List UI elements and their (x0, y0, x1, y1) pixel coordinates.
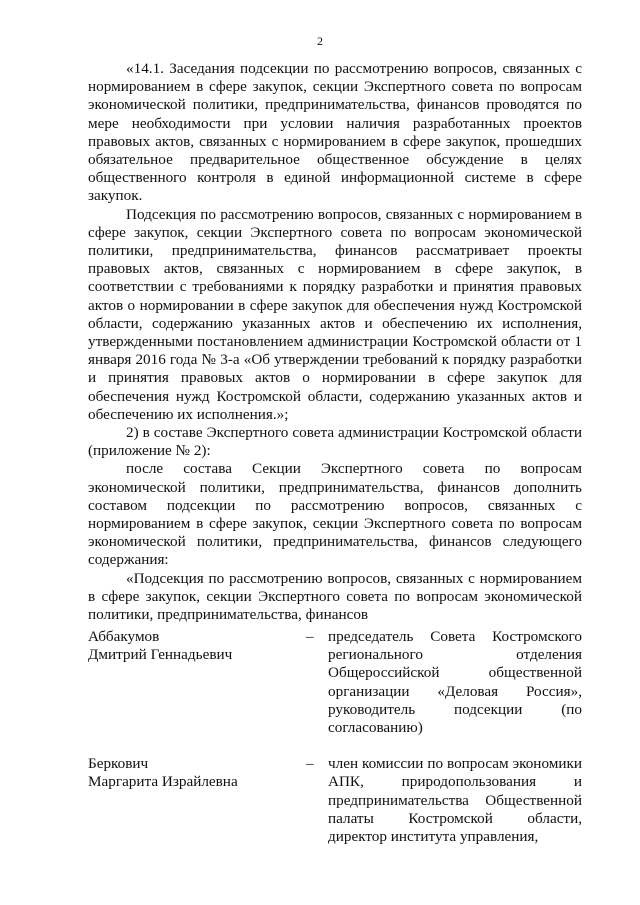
member-entry (88, 628, 582, 737)
member-given-names: Маргарита Израйлевна (88, 773, 238, 791)
member-name (88, 628, 306, 737)
page-number: 2 (317, 34, 323, 48)
paragraph-meeting-procedure: «14.1. Заседания подсекции по рассмотрению вопросов, связанных с нормированием в сфере закупок, секции Экспертного совета по вопросам экономической политики, предпринимательства, финансов проводятся по мере необходимости при условии наличия разработанных проектов правовых актов, связанных с нормированием в сфере закупок, прошедших обязательное предварительное общественное обсуждение в целях общественного контроля в единой информационной системе в сфере закупок. (88, 60, 582, 205)
member-role: член комиссии по вопросам экономики АПК, природопользования и предпринимательства Общественной палаты Костромской области, директор института управления, (328, 755, 582, 846)
member-dash: – (306, 755, 314, 773)
paragraph-subsection-scope: Подсекция по рассмотрению вопросов, связанных с нормированием в сфере закупок, секции Экспертного совета по вопросам экономической политики, предпринимательства, финансов рассматривает проекты правовых актов, связанных с нормированием в сфере закупок, в соответствии с требованиями к порядку разработки и принятия правовых актов о нормировании в сфере закупок для обеспечения нужд Костромской области, содержанию указанных актов и обеспечению их исполнения, утвержденными постановлением администрации Костромской области от 1 января 2016 года № 3-а «Об утверждении требований к порядку разработки и принятия правовых актов о нормировании в сфере закупок для обеспечения нужд Костромской области, содержанию указанных актов и обеспечению их исполнения.»; (88, 205, 582, 423)
member-role: председатель Совета Костромского регионального отделения Общероссийской общественной организации «Деловая Россия», руководитель подсекции (по согласованию) (328, 628, 582, 737)
paragraph-amendment-instruction: после состава Секции Экспертного совета по вопросам экономической политики, предпринимательства, финансов дополнить составом подсекции по рассмотрению вопросов, связанных с нормированием в сфере закупок, секции Экспертного совета по вопросам экономической политики, предпринимательства, финансов следующего содержания: (88, 460, 582, 569)
paragraph-subsection-title: «Подсекция по рассмотрению вопросов, связанных с нормированием в сфере закупок, секции Экспертного совета по вопросам экономической политики, предпринимательства, финансов (88, 569, 582, 624)
member-entry (88, 755, 582, 846)
member-given-names: Дмитрий Геннадьевич (88, 646, 233, 664)
members-list (88, 628, 582, 864)
member-dash: – (306, 628, 314, 645)
member-name (88, 755, 306, 846)
member-surname: Аббакумов (88, 628, 160, 645)
document-body (88, 60, 582, 624)
paragraph-council-composition: 2) в составе Экспертного совета администрации Костромской области (приложение № 2): (88, 424, 582, 460)
member-surname: Беркович (88, 755, 149, 773)
